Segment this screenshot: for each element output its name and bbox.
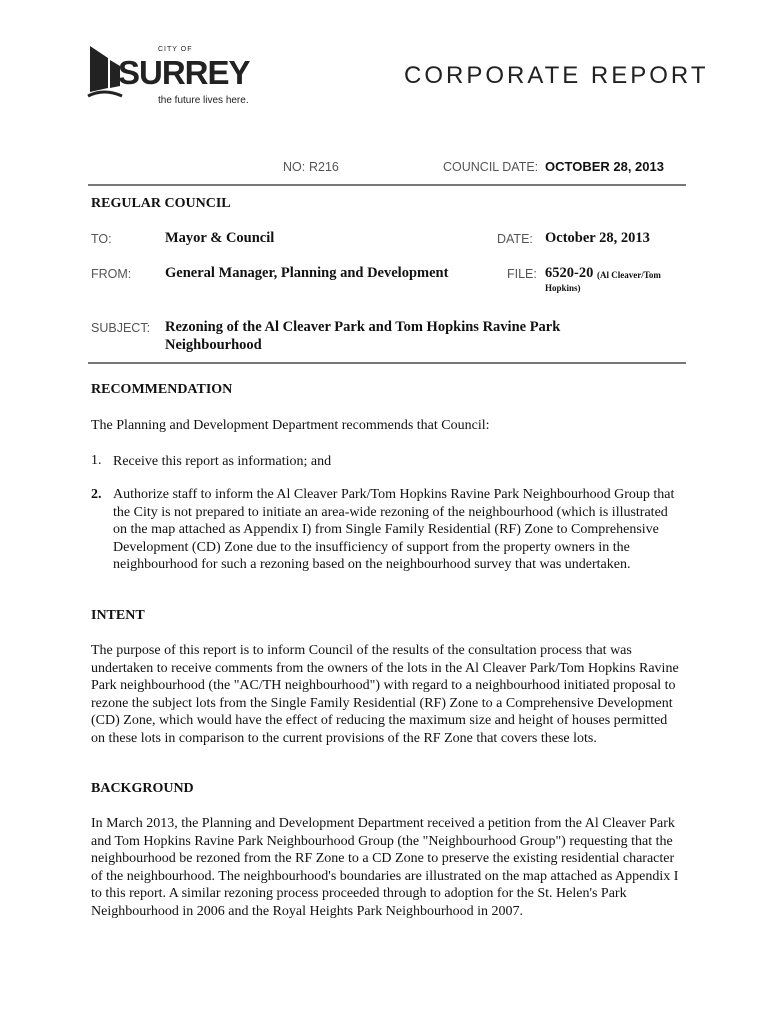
logo-name: SURREY	[118, 54, 250, 91]
subject-label: SUBJECT:	[91, 321, 151, 335]
subject-divider	[88, 362, 686, 364]
recommendation-intro: The Planning and Development Department recommends that Council:	[91, 418, 490, 433]
background-text: In March 2013, the Planning and Development Department received a petition from the Al Cleaver Park and Tom Hopkins Ravine Park Neighbourhood Group (the "Neighbourhood Group") requesting that the neighbourhood be rezoned from the RF Zone to a CD Zone to preserve the existing residential character of the neighbourhood. The neighbourhood's boundaries are illustrated on the map attached as Appendix I to this report. A similar rezoning process proceeded through to adoption for the St. Helen's Park Neighbourhood in 2006 and the Royal Heights Park Neighbourhood in 2007.	[91, 816, 679, 919]
no-value: R216	[309, 160, 339, 174]
recommendation-heading: RECOMMENDATION	[91, 382, 233, 397]
council-date-label: COUNCIL DATE:	[443, 160, 539, 174]
from-value: General Manager, Planning and Development	[165, 265, 449, 281]
subject-line-2: Neighbourhood	[165, 337, 262, 353]
recommendation-item-2-text: Authorize staff to inform the Al Cleaver Park/Tom Hopkins Ravine Park Neighbourhood Group that the City is not prepared to initiate an area-wide rezoning of the neighbourhood (which is illustrated on the map attached as Appendix I) from Single Family Residential (RF) Zone to Comprehensive Development (CD) Zone due to the insufficiency of support from the property owners in the neighbourhood for such a rezoning based on the neighbourhood survey that was undertaken.	[113, 487, 675, 572]
file-note-line-1: (Al Cleaver/Tom	[597, 270, 661, 280]
file-value: 6520-20	[545, 265, 594, 281]
subject-line-1: Rezoning of the Al Cleaver Park and Tom Hopkins Ravine Park	[165, 319, 561, 335]
intent-heading: INTENT	[91, 608, 145, 623]
intent-text: The purpose of this report is to inform Council of the results of the consultation process that was undertaken to receive comments from the owners of the lots in the Al Cleaver Park/Tom Hopkins Ravine Park neighbourhood (the "AC/TH neighbourhood") with regard to a neighbourhood initiated proposal to rezone the subject lots from the Single Family Residential (RF) Zone to a Comprehensive Development (CD) Zone, which would have the effect of reducing the maximum size and height of houses permitted on these lots in comparison to the current provisions of the RF Zone that covers these lots.	[91, 643, 679, 746]
recommendation-item-2-number: 2.	[91, 487, 102, 502]
date-label: DATE:	[497, 232, 533, 246]
to-label: TO:	[91, 232, 112, 246]
file-label: FILE:	[507, 267, 537, 281]
from-label: FROM:	[91, 267, 132, 281]
header-divider	[88, 184, 686, 186]
recommendation-item-1-number: 1.	[91, 453, 102, 468]
file-note-line-2: Hopkins)	[545, 283, 581, 293]
recommendation-item-1-text: Receive this report as information; and	[113, 454, 332, 469]
logo-tagline: the future lives here.	[158, 95, 249, 106]
council-type: REGULAR COUNCIL	[91, 196, 231, 211]
background-heading: BACKGROUND	[91, 781, 194, 796]
no-label: NO:	[283, 160, 306, 174]
report-title: CORPORATE REPORT	[404, 62, 709, 89]
council-date-value: OCTOBER 28, 2013	[545, 159, 664, 174]
logo-city-of: CITY OF	[158, 46, 193, 53]
to-value: Mayor & Council	[165, 230, 275, 246]
date-value: October 28, 2013	[545, 230, 650, 246]
city-of-surrey-logo	[86, 44, 256, 110]
